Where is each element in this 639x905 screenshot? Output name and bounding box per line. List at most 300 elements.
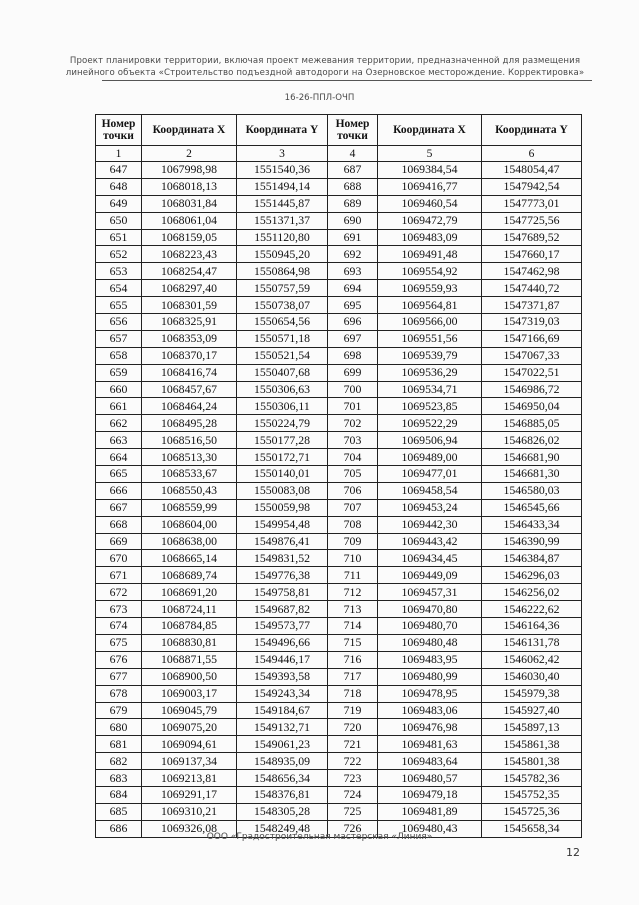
table-row xyxy=(96,415,582,432)
table-row xyxy=(96,668,582,685)
cell-coordinate-y: 1546986,72 xyxy=(482,381,582,398)
cell-coordinate-x: 1068031,84 xyxy=(142,195,237,212)
cell-coordinate-x: 1069489,00 xyxy=(378,449,482,466)
cell-coordinate-y: 1548305,28 xyxy=(237,803,328,820)
cell-coordinate-y: 1550757,59 xyxy=(237,280,328,297)
coordinates-table xyxy=(95,114,582,838)
cell-point-number: 721 xyxy=(328,736,378,753)
cell-coordinate-x: 1068325,91 xyxy=(142,314,237,331)
cell-point-number: 704 xyxy=(328,449,378,466)
cell-coordinate-x: 1069458,54 xyxy=(378,482,482,499)
cell-coordinate-y: 1546580,03 xyxy=(482,482,582,499)
cell-coordinate-x: 1069094,61 xyxy=(142,736,237,753)
cell-coordinate-y: 1545725,36 xyxy=(482,803,582,820)
cell-coordinate-y: 1549496,66 xyxy=(237,634,328,651)
cell-coordinate-y: 1551120,80 xyxy=(237,229,328,246)
cell-coordinate-x: 1068550,43 xyxy=(142,482,237,499)
cell-coordinate-x: 1068370,17 xyxy=(142,347,237,364)
column-number: 1 xyxy=(96,146,142,162)
cell-point-number: 719 xyxy=(328,702,378,719)
cell-point-number: 703 xyxy=(328,432,378,449)
cell-coordinate-x: 1069326,08 xyxy=(142,820,237,837)
cell-coordinate-y: 1545801,38 xyxy=(482,753,582,770)
cell-point-number: 706 xyxy=(328,482,378,499)
cell-point-number: 660 xyxy=(96,381,142,398)
cell-coordinate-y: 1550306,11 xyxy=(237,398,328,415)
cell-coordinate-x: 1069291,17 xyxy=(142,786,237,803)
table-row xyxy=(96,195,582,212)
cell-point-number: 715 xyxy=(328,634,378,651)
cell-point-number: 711 xyxy=(328,567,378,584)
cell-coordinate-x: 1068724,11 xyxy=(142,601,237,618)
cell-coordinate-y: 1549061,23 xyxy=(237,736,328,753)
table-row xyxy=(96,786,582,803)
cell-point-number: 649 xyxy=(96,195,142,212)
cell-coordinate-y: 1547319,03 xyxy=(482,314,582,331)
document-code: 16-26-ППЛ-ОЧП xyxy=(284,93,355,103)
table-row xyxy=(96,601,582,618)
table-row xyxy=(96,651,582,668)
cell-coordinate-y: 1546950,04 xyxy=(482,398,582,415)
cell-point-number: 720 xyxy=(328,719,378,736)
cell-coordinate-x: 1069522,29 xyxy=(378,415,482,432)
cell-point-number: 663 xyxy=(96,432,142,449)
cell-coordinate-y: 1551494,14 xyxy=(237,178,328,195)
cell-point-number: 695 xyxy=(328,297,378,314)
cell-point-number: 648 xyxy=(96,178,142,195)
cell-coordinate-x: 1069310,21 xyxy=(142,803,237,820)
cell-coordinate-x: 1069483,06 xyxy=(378,702,482,719)
cell-point-number: 698 xyxy=(328,347,378,364)
column-number-row xyxy=(96,146,582,162)
cell-coordinate-x: 1069442,30 xyxy=(378,516,482,533)
cell-coordinate-x: 1068638,00 xyxy=(142,533,237,550)
cell-point-number: 659 xyxy=(96,364,142,381)
header-coordinate-x-2: Координата X xyxy=(378,115,482,146)
cell-point-number: 707 xyxy=(328,499,378,516)
cell-coordinate-x: 1069506,94 xyxy=(378,432,482,449)
cell-coordinate-y: 1550945,20 xyxy=(237,246,328,263)
cell-point-number: 710 xyxy=(328,550,378,567)
header-title-line2: линейного объекта «Строительство подъездной автодороги на Озерновское месторождение. Корректировка» xyxy=(65,68,585,78)
table-row xyxy=(96,685,582,702)
cell-coordinate-y: 1546384,87 xyxy=(482,550,582,567)
cell-coordinate-y: 1546030,40 xyxy=(482,668,582,685)
cell-coordinate-y: 1546433,34 xyxy=(482,516,582,533)
table-row xyxy=(96,634,582,651)
cell-coordinate-x: 1069476,98 xyxy=(378,719,482,736)
cell-point-number: 674 xyxy=(96,618,142,635)
cell-point-number: 651 xyxy=(96,229,142,246)
cell-coordinate-y: 1545861,38 xyxy=(482,736,582,753)
cell-coordinate-x: 1069564,81 xyxy=(378,297,482,314)
cell-coordinate-x: 1069480,57 xyxy=(378,770,482,787)
cell-point-number: 688 xyxy=(328,178,378,195)
cell-point-number: 656 xyxy=(96,314,142,331)
cell-coordinate-x: 1069045,79 xyxy=(142,702,237,719)
cell-coordinate-x: 1069480,99 xyxy=(378,668,482,685)
cell-coordinate-x: 1069075,20 xyxy=(142,719,237,736)
cell-point-number: 687 xyxy=(328,162,378,179)
cell-coordinate-x: 1069481,89 xyxy=(378,803,482,820)
table-body xyxy=(96,162,582,838)
cell-coordinate-x: 1069443,42 xyxy=(378,533,482,550)
cell-coordinate-x: 1069457,31 xyxy=(378,584,482,601)
cell-coordinate-x: 1069534,71 xyxy=(378,381,482,398)
table-row xyxy=(96,280,582,297)
column-number: 4 xyxy=(328,146,378,162)
cell-point-number: 652 xyxy=(96,246,142,263)
cell-coordinate-y: 1547067,33 xyxy=(482,347,582,364)
cell-coordinate-y: 1548656,34 xyxy=(237,770,328,787)
cell-point-number: 678 xyxy=(96,685,142,702)
header-underline xyxy=(102,80,592,81)
cell-point-number: 673 xyxy=(96,601,142,618)
cell-coordinate-x: 1068604,00 xyxy=(142,516,237,533)
cell-point-number: 724 xyxy=(328,786,378,803)
cell-coordinate-x: 1069491,48 xyxy=(378,246,482,263)
table-row xyxy=(96,263,582,280)
cell-point-number: 670 xyxy=(96,550,142,567)
cell-point-number: 712 xyxy=(328,584,378,601)
cell-point-number: 680 xyxy=(96,719,142,736)
cell-coordinate-x: 1069480,48 xyxy=(378,634,482,651)
cell-coordinate-y: 1547725,56 xyxy=(482,212,582,229)
cell-point-number: 668 xyxy=(96,516,142,533)
cell-coordinate-x: 1068495,28 xyxy=(142,415,237,432)
table-row xyxy=(96,229,582,246)
cell-point-number: 713 xyxy=(328,601,378,618)
cell-point-number: 682 xyxy=(96,753,142,770)
cell-coordinate-y: 1545658,34 xyxy=(482,820,582,837)
cell-coordinate-y: 1550306,63 xyxy=(237,381,328,398)
cell-coordinate-y: 1545897,13 xyxy=(482,719,582,736)
cell-coordinate-x: 1068018,13 xyxy=(142,178,237,195)
cell-coordinate-y: 1550738,07 xyxy=(237,297,328,314)
cell-point-number: 701 xyxy=(328,398,378,415)
cell-coordinate-y: 1551540,36 xyxy=(237,162,328,179)
cell-point-number: 676 xyxy=(96,651,142,668)
cell-coordinate-x: 1068689,74 xyxy=(142,567,237,584)
cell-coordinate-y: 1547440,72 xyxy=(482,280,582,297)
cell-coordinate-x: 1069539,79 xyxy=(378,347,482,364)
cell-coordinate-x: 1069472,79 xyxy=(378,212,482,229)
table-row xyxy=(96,466,582,483)
table-row xyxy=(96,314,582,331)
cell-point-number: 669 xyxy=(96,533,142,550)
table-row xyxy=(96,297,582,314)
cell-coordinate-x: 1069479,18 xyxy=(378,786,482,803)
cell-point-number: 716 xyxy=(328,651,378,668)
cell-coordinate-y: 1549876,41 xyxy=(237,533,328,550)
cell-coordinate-y: 1550571,18 xyxy=(237,330,328,347)
cell-coordinate-x: 1068159,05 xyxy=(142,229,237,246)
cell-coordinate-y: 1549573,77 xyxy=(237,618,328,635)
cell-coordinate-y: 1546545,66 xyxy=(482,499,582,516)
cell-coordinate-x: 1068513,30 xyxy=(142,449,237,466)
cell-coordinate-x: 1068297,40 xyxy=(142,280,237,297)
table-row xyxy=(96,702,582,719)
cell-coordinate-x: 1069483,95 xyxy=(378,651,482,668)
cell-coordinate-y: 1550407,68 xyxy=(237,364,328,381)
cell-coordinate-y: 1547660,17 xyxy=(482,246,582,263)
cell-point-number: 699 xyxy=(328,364,378,381)
cell-coordinate-y: 1550521,54 xyxy=(237,347,328,364)
cell-point-number: 664 xyxy=(96,449,142,466)
cell-coordinate-y: 1547022,51 xyxy=(482,364,582,381)
cell-point-number: 658 xyxy=(96,347,142,364)
cell-coordinate-x: 1069483,09 xyxy=(378,229,482,246)
cell-coordinate-x: 1069434,45 xyxy=(378,550,482,567)
cell-coordinate-x: 1069554,92 xyxy=(378,263,482,280)
cell-point-number: 693 xyxy=(328,263,378,280)
cell-coordinate-x: 1068784,85 xyxy=(142,618,237,635)
table-row xyxy=(96,347,582,364)
column-number: 6 xyxy=(482,146,582,162)
cell-coordinate-x: 1069481,63 xyxy=(378,736,482,753)
table-row xyxy=(96,736,582,753)
table-row xyxy=(96,398,582,415)
cell-coordinate-y: 1550083,08 xyxy=(237,482,328,499)
table-row xyxy=(96,449,582,466)
cell-coordinate-y: 1545979,38 xyxy=(482,685,582,702)
cell-point-number: 700 xyxy=(328,381,378,398)
cell-coordinate-x: 1069483,64 xyxy=(378,753,482,770)
cell-point-number: 684 xyxy=(96,786,142,803)
cell-coordinate-x: 1068061,04 xyxy=(142,212,237,229)
cell-coordinate-x: 1069470,80 xyxy=(378,601,482,618)
cell-point-number: 654 xyxy=(96,280,142,297)
cell-point-number: 691 xyxy=(328,229,378,246)
cell-coordinate-x: 1069449,09 xyxy=(378,567,482,584)
cell-coordinate-y: 1550864,98 xyxy=(237,263,328,280)
cell-point-number: 672 xyxy=(96,584,142,601)
table-row xyxy=(96,803,582,820)
cell-coordinate-y: 1549687,82 xyxy=(237,601,328,618)
column-number: 2 xyxy=(142,146,237,162)
cell-point-number: 696 xyxy=(328,314,378,331)
cell-point-number: 662 xyxy=(96,415,142,432)
cell-coordinate-x: 1069480,43 xyxy=(378,820,482,837)
table-row xyxy=(96,550,582,567)
cell-coordinate-x: 1069566,00 xyxy=(378,314,482,331)
table-row xyxy=(96,246,582,263)
cell-point-number: 709 xyxy=(328,533,378,550)
cell-point-number: 718 xyxy=(328,685,378,702)
cell-coordinate-x: 1069453,24 xyxy=(378,499,482,516)
cell-coordinate-x: 1068830,81 xyxy=(142,634,237,651)
cell-point-number: 683 xyxy=(96,770,142,787)
cell-coordinate-x: 1068464,24 xyxy=(142,398,237,415)
cell-coordinate-y: 1546062,42 xyxy=(482,651,582,668)
cell-coordinate-y: 1546390,99 xyxy=(482,533,582,550)
cell-point-number: 717 xyxy=(328,668,378,685)
cell-coordinate-y: 1547371,87 xyxy=(482,297,582,314)
page-number: 12 xyxy=(566,846,580,859)
cell-coordinate-x: 1068871,55 xyxy=(142,651,237,668)
cell-coordinate-x: 1069480,70 xyxy=(378,618,482,635)
header-point-number-2: Номер точки xyxy=(328,115,378,146)
header-title-line1: Проект планировки территории, включая проект межевания территории, предназначенной для размещения xyxy=(69,56,581,66)
cell-coordinate-y: 1550172,71 xyxy=(237,449,328,466)
cell-point-number: 714 xyxy=(328,618,378,635)
cell-point-number: 667 xyxy=(96,499,142,516)
cell-coordinate-x: 1068223,43 xyxy=(142,246,237,263)
cell-coordinate-y: 1548249,48 xyxy=(237,820,328,837)
table-row xyxy=(96,432,582,449)
cell-point-number: 685 xyxy=(96,803,142,820)
cell-coordinate-x: 1068533,67 xyxy=(142,466,237,483)
cell-coordinate-y: 1550177,28 xyxy=(237,432,328,449)
header-point-number: Номер точки xyxy=(96,115,142,146)
cell-point-number: 657 xyxy=(96,330,142,347)
cell-coordinate-x: 1067998,98 xyxy=(142,162,237,179)
cell-coordinate-y: 1551371,37 xyxy=(237,212,328,229)
cell-coordinate-x: 1068516,50 xyxy=(142,432,237,449)
column-number: 5 xyxy=(378,146,482,162)
cell-coordinate-y: 1549184,67 xyxy=(237,702,328,719)
cell-coordinate-x: 1069536,29 xyxy=(378,364,482,381)
cell-coordinate-y: 1549243,34 xyxy=(237,685,328,702)
cell-coordinate-y: 1549446,17 xyxy=(237,651,328,668)
cell-point-number: 708 xyxy=(328,516,378,533)
cell-coordinate-y: 1546131,78 xyxy=(482,634,582,651)
table-row xyxy=(96,516,582,533)
cell-coordinate-y: 1546296,03 xyxy=(482,567,582,584)
cell-point-number: 665 xyxy=(96,466,142,483)
cell-point-number: 647 xyxy=(96,162,142,179)
table-row xyxy=(96,364,582,381)
cell-point-number: 675 xyxy=(96,634,142,651)
cell-coordinate-x: 1068691,20 xyxy=(142,584,237,601)
cell-coordinate-y: 1548054,47 xyxy=(482,162,582,179)
cell-point-number: 692 xyxy=(328,246,378,263)
cell-point-number: 689 xyxy=(328,195,378,212)
cell-coordinate-x: 1068900,50 xyxy=(142,668,237,685)
cell-coordinate-y: 1546256,02 xyxy=(482,584,582,601)
table-row xyxy=(96,178,582,195)
cell-coordinate-y: 1545927,40 xyxy=(482,702,582,719)
cell-coordinate-y: 1545752,35 xyxy=(482,786,582,803)
cell-coordinate-x: 1069551,56 xyxy=(378,330,482,347)
table-header-row xyxy=(96,115,582,146)
cell-coordinate-y: 1549776,38 xyxy=(237,567,328,584)
cell-coordinate-y: 1550224,79 xyxy=(237,415,328,432)
header-coordinate-y: Координата Y xyxy=(237,115,328,146)
cell-point-number: 671 xyxy=(96,567,142,584)
table-row xyxy=(96,499,582,516)
cell-coordinate-x: 1068301,59 xyxy=(142,297,237,314)
table-row xyxy=(96,330,582,347)
cell-point-number: 677 xyxy=(96,668,142,685)
cell-point-number: 690 xyxy=(328,212,378,229)
cell-point-number: 702 xyxy=(328,415,378,432)
cell-coordinate-y: 1545782,36 xyxy=(482,770,582,787)
table-row xyxy=(96,533,582,550)
cell-coordinate-y: 1548376,81 xyxy=(237,786,328,803)
cell-coordinate-x: 1069213,81 xyxy=(142,770,237,787)
cell-coordinate-y: 1547773,01 xyxy=(482,195,582,212)
table-row xyxy=(96,381,582,398)
cell-coordinate-y: 1551445,87 xyxy=(237,195,328,212)
cell-coordinate-x: 1069003,17 xyxy=(142,685,237,702)
cell-coordinate-x: 1069477,01 xyxy=(378,466,482,483)
cell-point-number: 705 xyxy=(328,466,378,483)
cell-point-number: 723 xyxy=(328,770,378,787)
cell-coordinate-y: 1549132,71 xyxy=(237,719,328,736)
cell-point-number: 722 xyxy=(328,753,378,770)
table-row xyxy=(96,212,582,229)
table-row xyxy=(96,719,582,736)
cell-coordinate-y: 1546826,02 xyxy=(482,432,582,449)
footer-organization: ООО «Градостроительная мастерская «Линия» xyxy=(206,832,433,842)
cell-point-number: 650 xyxy=(96,212,142,229)
table-row xyxy=(96,584,582,601)
cell-coordinate-y: 1546681,90 xyxy=(482,449,582,466)
cell-coordinate-x: 1068457,67 xyxy=(142,381,237,398)
cell-coordinate-y: 1548935,09 xyxy=(237,753,328,770)
cell-point-number: 725 xyxy=(328,803,378,820)
cell-coordinate-x: 1069137,34 xyxy=(142,753,237,770)
cell-coordinate-y: 1547689,52 xyxy=(482,229,582,246)
cell-coordinate-x: 1069559,93 xyxy=(378,280,482,297)
cell-coordinate-y: 1549831,52 xyxy=(237,550,328,567)
table-row xyxy=(96,482,582,499)
cell-point-number: 694 xyxy=(328,280,378,297)
cell-point-number: 661 xyxy=(96,398,142,415)
cell-point-number: 697 xyxy=(328,330,378,347)
cell-coordinate-y: 1549954,48 xyxy=(237,516,328,533)
cell-coordinate-y: 1546681,30 xyxy=(482,466,582,483)
cell-point-number: 653 xyxy=(96,263,142,280)
cell-coordinate-x: 1069416,77 xyxy=(378,178,482,195)
table-row xyxy=(96,770,582,787)
header-coordinate-y-2: Координата Y xyxy=(482,115,582,146)
cell-coordinate-y: 1546885,05 xyxy=(482,415,582,432)
cell-coordinate-y: 1546164,36 xyxy=(482,618,582,635)
cell-point-number: 666 xyxy=(96,482,142,499)
cell-point-number: 655 xyxy=(96,297,142,314)
cell-coordinate-x: 1069460,54 xyxy=(378,195,482,212)
cell-coordinate-x: 1068559,99 xyxy=(142,499,237,516)
cell-coordinate-y: 1547942,54 xyxy=(482,178,582,195)
cell-point-number: 726 xyxy=(328,820,378,837)
column-number: 3 xyxy=(237,146,328,162)
cell-point-number: 681 xyxy=(96,736,142,753)
cell-coordinate-y: 1550059,98 xyxy=(237,499,328,516)
cell-coordinate-y: 1549393,58 xyxy=(237,668,328,685)
cell-coordinate-y: 1547462,98 xyxy=(482,263,582,280)
cell-coordinate-x: 1069523,85 xyxy=(378,398,482,415)
cell-coordinate-x: 1068416,74 xyxy=(142,364,237,381)
cell-coordinate-y: 1550654,56 xyxy=(237,314,328,331)
cell-coordinate-x: 1068353,09 xyxy=(142,330,237,347)
cell-coordinate-y: 1547166,69 xyxy=(482,330,582,347)
table-row xyxy=(96,567,582,584)
table-row xyxy=(96,618,582,635)
cell-coordinate-y: 1549758,81 xyxy=(237,584,328,601)
cell-coordinate-y: 1546222,62 xyxy=(482,601,582,618)
cell-point-number: 686 xyxy=(96,820,142,837)
table-row xyxy=(96,753,582,770)
cell-coordinate-x: 1069384,54 xyxy=(378,162,482,179)
cell-coordinate-y: 1550140,01 xyxy=(237,466,328,483)
table-row xyxy=(96,162,582,179)
cell-point-number: 679 xyxy=(96,702,142,719)
cell-coordinate-x: 1068665,14 xyxy=(142,550,237,567)
cell-coordinate-x: 1068254,47 xyxy=(142,263,237,280)
header-coordinate-x: Координата X xyxy=(142,115,237,146)
